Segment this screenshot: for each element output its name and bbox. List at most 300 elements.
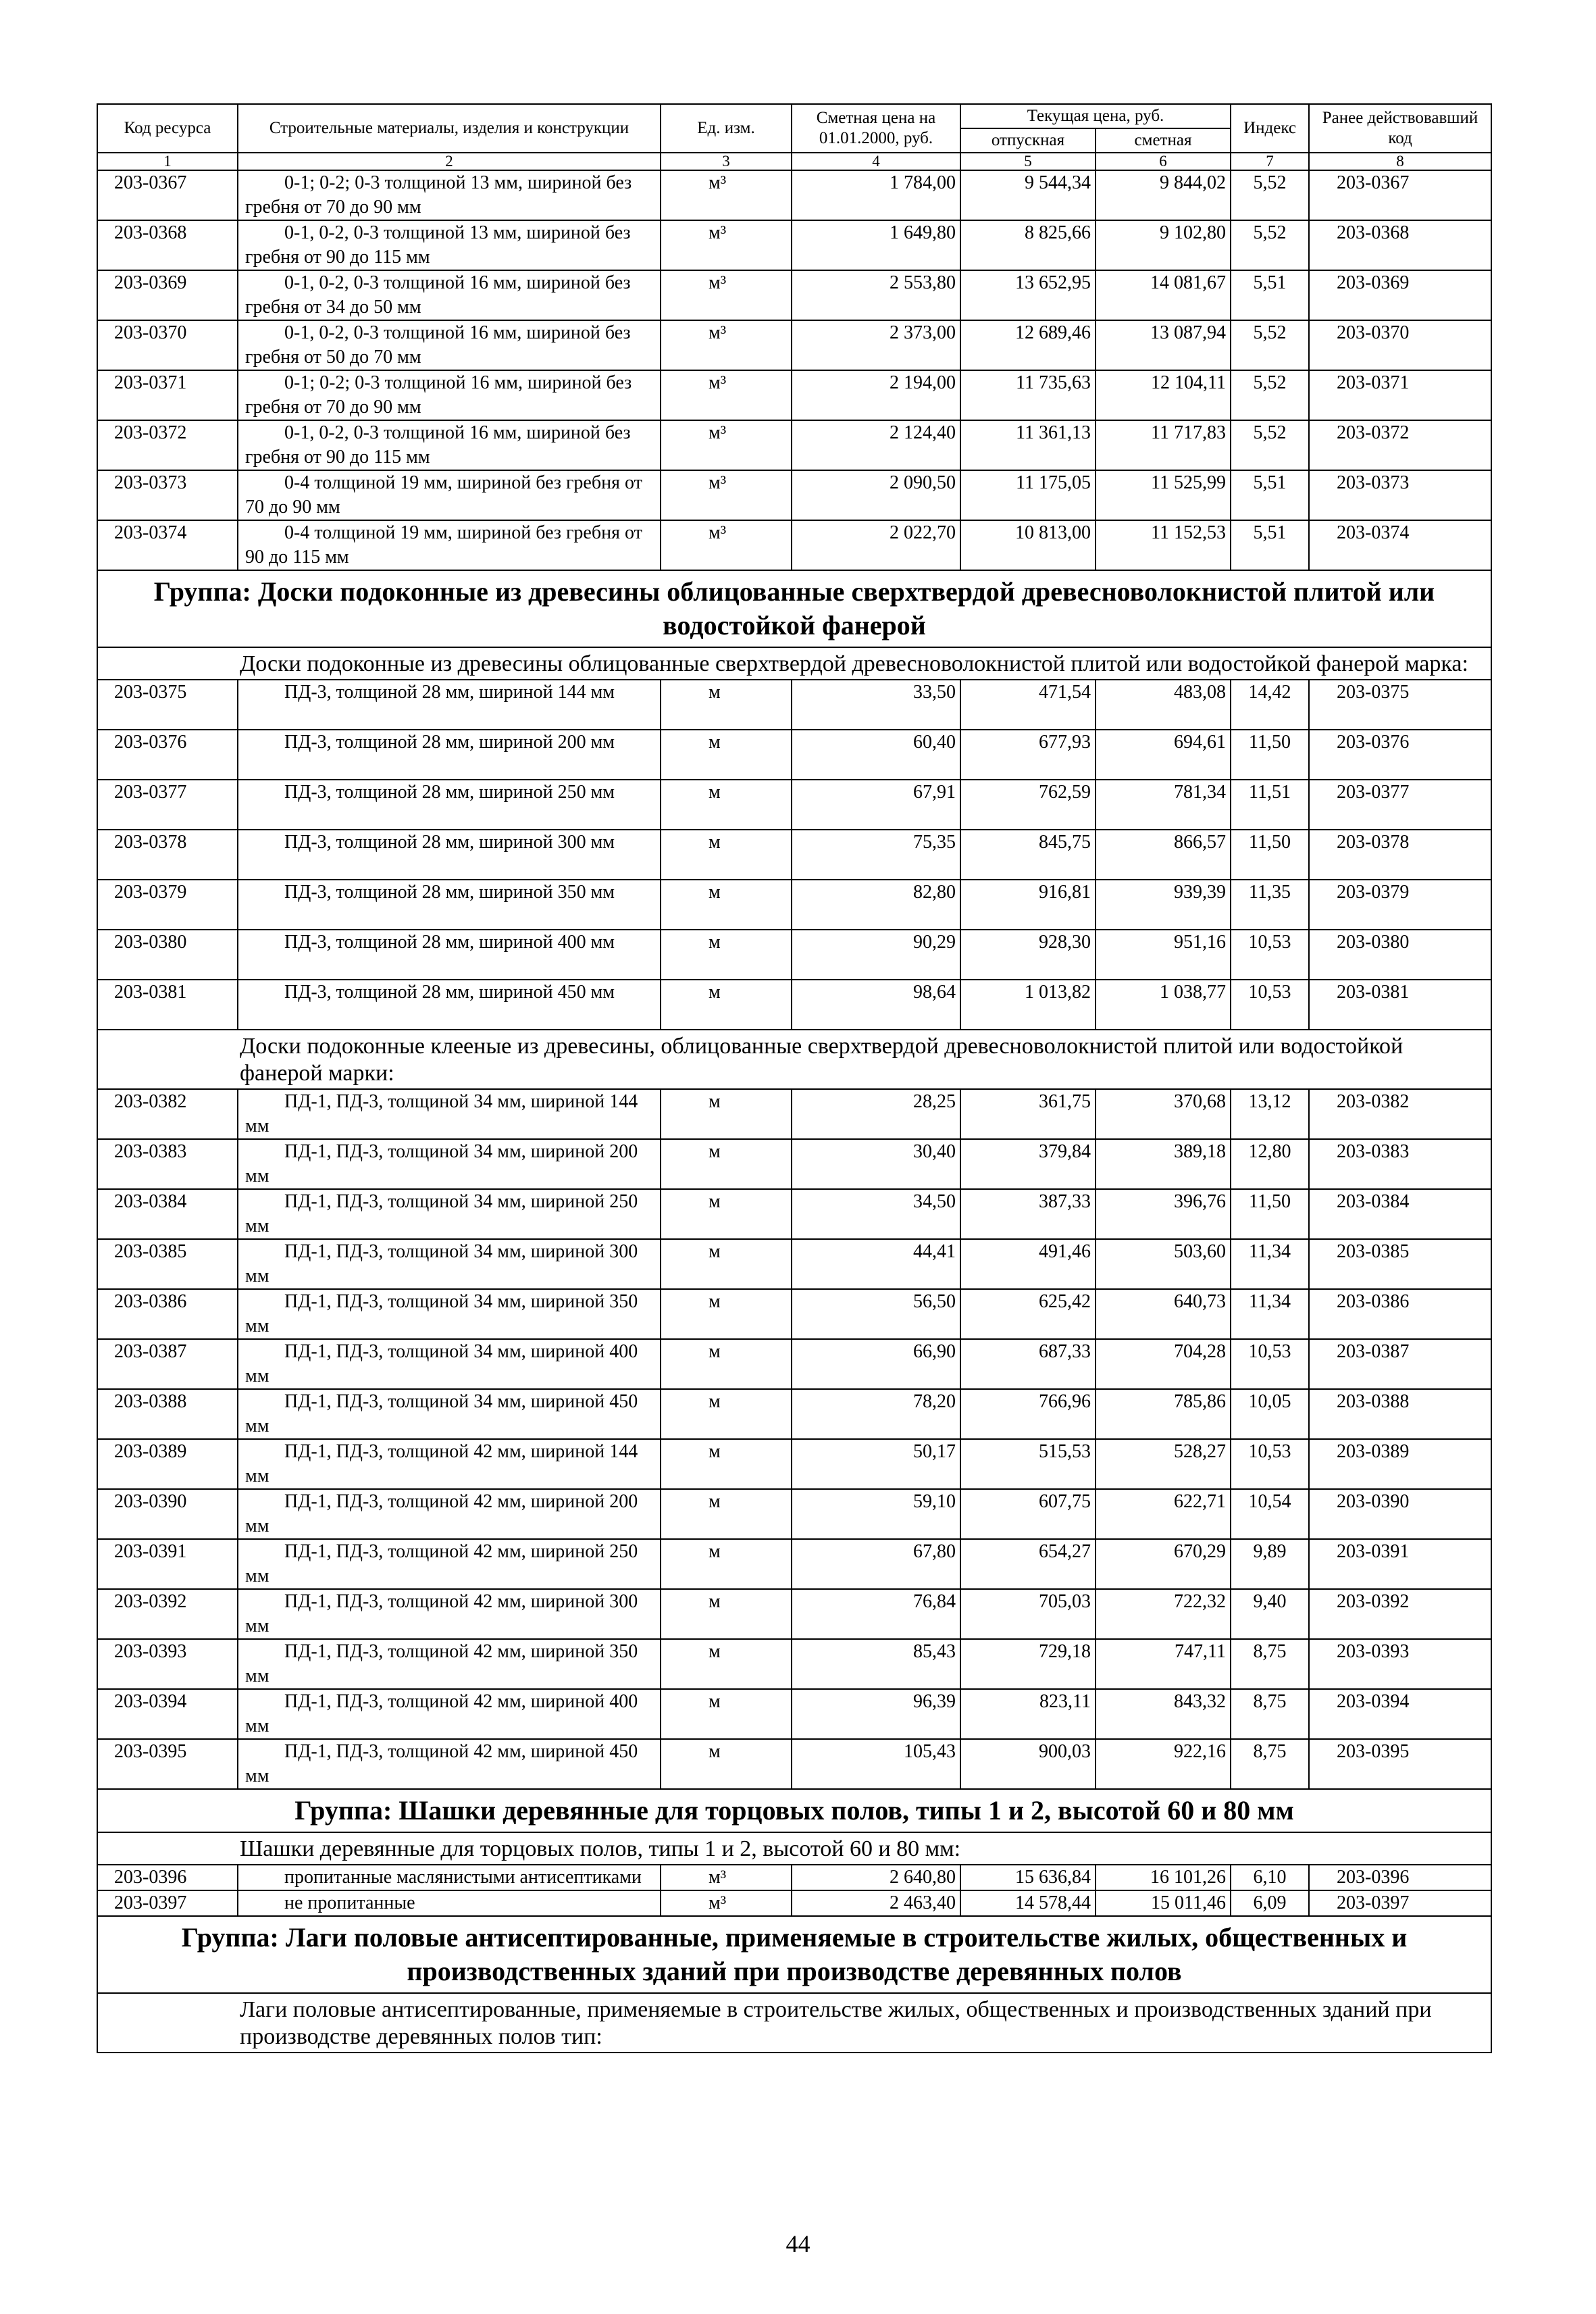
table-row xyxy=(97,270,1491,320)
resource-code-cell: 203-0395 xyxy=(97,1739,238,1789)
previous-code-cell: 203-0381 xyxy=(1309,980,1491,1030)
header-release-price: отпускная xyxy=(960,128,1096,153)
estimate-price-cell: 9 102,80 xyxy=(1096,220,1231,270)
column-number: 1 xyxy=(97,153,238,170)
material-name-cell: 0-1, 0-2, 0-3 толщиной 13 мм, шириной без гребня от 90 до 115 мм xyxy=(238,220,661,270)
index-cell: 11,50 xyxy=(1231,830,1309,880)
resource-code-cell: 203-0383 xyxy=(97,1139,238,1189)
table-row xyxy=(97,320,1491,370)
estimate-price-cell: 939,39 xyxy=(1096,880,1231,930)
table-row xyxy=(97,1239,1491,1289)
previous-code-cell: 203-0379 xyxy=(1309,880,1491,930)
previous-code-cell: 203-0370 xyxy=(1309,320,1491,370)
group-title-row xyxy=(97,1916,1491,1993)
resource-code-cell: 203-0396 xyxy=(97,1865,238,1890)
index-cell: 6,10 xyxy=(1231,1865,1309,1890)
group-title-row xyxy=(97,570,1491,647)
previous-code-cell: 203-0369 xyxy=(1309,270,1491,320)
release-price-cell: 766,96 xyxy=(960,1389,1096,1439)
column-number: 2 xyxy=(238,153,661,170)
resource-code-cell: 203-0393 xyxy=(97,1639,238,1689)
subgroup-title-row xyxy=(97,1832,1491,1865)
unit-cell: м³ xyxy=(661,270,792,320)
release-price-cell: 900,03 xyxy=(960,1739,1096,1789)
base-price-cell: 67,91 xyxy=(792,780,960,830)
header-index: Индекс xyxy=(1231,104,1309,153)
resource-code-cell: 203-0386 xyxy=(97,1289,238,1339)
index-cell: 6,09 xyxy=(1231,1890,1309,1916)
index-cell: 11,34 xyxy=(1231,1239,1309,1289)
resource-code-cell: 203-0369 xyxy=(97,270,238,320)
material-name-cell: ПД-1, ПД-3, толщиной 42 мм, шириной 450 мм xyxy=(238,1739,661,1789)
base-price-cell: 30,40 xyxy=(792,1139,960,1189)
table-row xyxy=(97,1289,1491,1339)
table-row xyxy=(97,730,1491,780)
estimate-price-cell: 951,16 xyxy=(1096,930,1231,980)
index-cell: 5,52 xyxy=(1231,320,1309,370)
resource-code-cell: 203-0378 xyxy=(97,830,238,880)
table-row xyxy=(97,1189,1491,1239)
release-price-cell: 705,03 xyxy=(960,1589,1096,1639)
estimate-price-cell: 12 104,11 xyxy=(1096,370,1231,420)
base-price-cell: 2 124,40 xyxy=(792,420,960,470)
table-row xyxy=(97,420,1491,470)
material-name-cell: не пропитанные xyxy=(238,1890,661,1916)
unit-cell: м xyxy=(661,1239,792,1289)
material-name-cell: 0-1, 0-2, 0-3 толщиной 16 мм, шириной без гребня от 90 до 115 мм xyxy=(238,420,661,470)
resource-code-cell: 203-0376 xyxy=(97,730,238,780)
previous-code-cell: 203-0387 xyxy=(1309,1339,1491,1389)
base-price-cell: 1 784,00 xyxy=(792,170,960,220)
header-base-price: Сметная цена на 01.01.2000, руб. xyxy=(792,104,960,153)
unit-cell: м xyxy=(661,730,792,780)
material-name-cell: ПД-1, ПД-3, толщиной 42 мм, шириной 200 мм xyxy=(238,1489,661,1539)
index-cell: 5,52 xyxy=(1231,420,1309,470)
resource-code-cell: 203-0384 xyxy=(97,1189,238,1239)
material-name-cell: ПД-1, ПД-3, толщиной 34 мм, шириной 400 мм xyxy=(238,1339,661,1389)
release-price-cell: 654,27 xyxy=(960,1539,1096,1589)
index-cell: 14,42 xyxy=(1231,680,1309,730)
release-price-cell: 11 175,05 xyxy=(960,470,1096,520)
base-price-cell: 105,43 xyxy=(792,1739,960,1789)
resource-code-cell: 203-0390 xyxy=(97,1489,238,1539)
release-price-cell: 625,42 xyxy=(960,1289,1096,1339)
release-price-cell: 471,54 xyxy=(960,680,1096,730)
release-price-cell: 845,75 xyxy=(960,830,1096,880)
unit-cell: м³ xyxy=(661,370,792,420)
resource-code-cell: 203-0372 xyxy=(97,420,238,470)
previous-code-cell: 203-0374 xyxy=(1309,520,1491,570)
resource-code-cell: 203-0397 xyxy=(97,1890,238,1916)
base-price-cell: 67,80 xyxy=(792,1539,960,1589)
material-name-cell: ПД-1, ПД-3, толщиной 34 мм, шириной 200 мм xyxy=(238,1139,661,1189)
previous-code-cell: 203-0385 xyxy=(1309,1239,1491,1289)
previous-code-cell: 203-0384 xyxy=(1309,1189,1491,1239)
base-price-cell: 59,10 xyxy=(792,1489,960,1539)
material-name-cell: ПД-3, толщиной 28 мм, шириной 300 мм xyxy=(238,830,661,880)
previous-code-cell: 203-0386 xyxy=(1309,1289,1491,1339)
estimate-price-cell: 389,18 xyxy=(1096,1139,1231,1189)
index-cell: 10,05 xyxy=(1231,1389,1309,1439)
subgroup-title: Доски подоконные клееные из древесины, облицованные сверхтвердой древесноволокнистой плитой или водостойкой фанерой марки: xyxy=(97,1030,1491,1089)
page-number: 44 xyxy=(786,2230,810,2257)
table-row xyxy=(97,780,1491,830)
estimate-price-cell: 922,16 xyxy=(1096,1739,1231,1789)
estimate-price-cell: 785,86 xyxy=(1096,1389,1231,1439)
release-price-cell: 677,93 xyxy=(960,730,1096,780)
release-price-cell: 916,81 xyxy=(960,880,1096,930)
index-cell: 9,40 xyxy=(1231,1589,1309,1639)
table-row xyxy=(97,520,1491,570)
previous-code-cell: 203-0388 xyxy=(1309,1389,1491,1439)
release-price-cell: 607,75 xyxy=(960,1489,1096,1539)
previous-code-cell: 203-0392 xyxy=(1309,1589,1491,1639)
header-current-price: Текущая цена, руб. xyxy=(960,104,1231,128)
base-price-cell: 50,17 xyxy=(792,1439,960,1489)
material-name-cell: 0-4 толщиной 19 мм, шириной без гребня от 70 до 90 мм xyxy=(238,470,661,520)
previous-code-cell: 203-0371 xyxy=(1309,370,1491,420)
unit-cell: м xyxy=(661,1689,792,1739)
release-price-cell: 379,84 xyxy=(960,1139,1096,1189)
price-table xyxy=(97,103,1492,2053)
estimate-price-cell: 1 038,77 xyxy=(1096,980,1231,1030)
group-title: Группа: Лаги половые антисептированные, применяемые в строительстве жилых, общественных и производственных зданий при производстве деревянных полов xyxy=(97,1916,1491,1993)
column-number: 4 xyxy=(792,153,960,170)
base-price-cell: 33,50 xyxy=(792,680,960,730)
release-price-cell: 387,33 xyxy=(960,1189,1096,1239)
header-estimate-price: сметная xyxy=(1096,128,1231,153)
material-name-cell: ПД-1, ПД-3, толщиной 34 мм, шириной 300 мм xyxy=(238,1239,661,1289)
header-previous-code: Ранее действовавший код xyxy=(1309,104,1491,153)
material-name-cell: 0-1, 0-2, 0-3 толщиной 16 мм, шириной без гребня от 50 до 70 мм xyxy=(238,320,661,370)
unit-cell: м³ xyxy=(661,470,792,520)
base-price-cell: 2 373,00 xyxy=(792,320,960,370)
material-name-cell: ПД-1, ПД-3, толщиной 34 мм, шириной 144 мм xyxy=(238,1089,661,1139)
unit-cell: м³ xyxy=(661,320,792,370)
estimate-price-cell: 483,08 xyxy=(1096,680,1231,730)
subgroup-title: Лаги половые антисептированные, применяемые в строительстве жилых, общественных и производственных зданий при производстве деревянных полов тип: xyxy=(97,1993,1491,2053)
estimate-price-cell: 15 011,46 xyxy=(1096,1890,1231,1916)
unit-cell: м³ xyxy=(661,1865,792,1890)
base-price-cell: 34,50 xyxy=(792,1189,960,1239)
unit-cell: м xyxy=(661,1439,792,1489)
index-cell: 11,35 xyxy=(1231,880,1309,930)
estimate-price-cell: 16 101,26 xyxy=(1096,1865,1231,1890)
release-price-cell: 928,30 xyxy=(960,930,1096,980)
table-row xyxy=(97,1389,1491,1439)
estimate-price-cell: 640,73 xyxy=(1096,1289,1231,1339)
material-name-cell: ПД-1, ПД-3, толщиной 42 мм, шириной 250 мм xyxy=(238,1539,661,1589)
material-name-cell: ПД-3, толщиной 28 мм, шириной 400 мм xyxy=(238,930,661,980)
unit-cell: м xyxy=(661,1289,792,1339)
material-name-cell: ПД-3, толщиной 28 мм, шириной 144 мм xyxy=(238,680,661,730)
column-number: 7 xyxy=(1231,153,1309,170)
resource-code-cell: 203-0374 xyxy=(97,520,238,570)
index-cell: 8,75 xyxy=(1231,1689,1309,1739)
previous-code-cell: 203-0372 xyxy=(1309,420,1491,470)
release-price-cell: 687,33 xyxy=(960,1339,1096,1389)
table-row xyxy=(97,930,1491,980)
resource-code-cell: 203-0370 xyxy=(97,320,238,370)
table-row xyxy=(97,370,1491,420)
table-row xyxy=(97,1589,1491,1639)
table-row xyxy=(97,1739,1491,1789)
resource-code-cell: 203-0385 xyxy=(97,1239,238,1289)
table-row xyxy=(97,1489,1491,1539)
previous-code-cell: 203-0380 xyxy=(1309,930,1491,980)
previous-code-cell: 203-0378 xyxy=(1309,830,1491,880)
resource-code-cell: 203-0373 xyxy=(97,470,238,520)
index-cell: 5,51 xyxy=(1231,520,1309,570)
estimate-price-cell: 670,29 xyxy=(1096,1539,1231,1589)
index-cell: 5,52 xyxy=(1231,170,1309,220)
column-number: 3 xyxy=(661,153,792,170)
table-row xyxy=(97,1089,1491,1139)
release-price-cell: 12 689,46 xyxy=(960,320,1096,370)
resource-code-cell: 203-0377 xyxy=(97,780,238,830)
base-price-cell: 60,40 xyxy=(792,730,960,780)
base-price-cell: 75,35 xyxy=(792,830,960,880)
material-name-cell: ПД-1, ПД-3, толщиной 34 мм, шириной 350 мм xyxy=(238,1289,661,1339)
table-row xyxy=(97,680,1491,730)
material-name-cell: ПД-3, толщиной 28 мм, шириной 250 мм xyxy=(238,780,661,830)
previous-code-cell: 203-0394 xyxy=(1309,1689,1491,1739)
resource-code-cell: 203-0394 xyxy=(97,1689,238,1739)
base-price-cell: 82,80 xyxy=(792,880,960,930)
index-cell: 11,34 xyxy=(1231,1289,1309,1339)
material-name-cell: ПД-1, ПД-3, толщиной 34 мм, шириной 450 мм xyxy=(238,1389,661,1439)
resource-code-cell: 203-0387 xyxy=(97,1339,238,1389)
index-cell: 8,75 xyxy=(1231,1639,1309,1689)
material-name-cell: ПД-1, ПД-3, толщиной 34 мм, шириной 250 мм xyxy=(238,1189,661,1239)
table-row xyxy=(97,220,1491,270)
estimate-price-cell: 13 087,94 xyxy=(1096,320,1231,370)
subgroup-title: Шашки деревянные для торцовых полов, типы 1 и 2, высотой 60 и 80 мм: xyxy=(97,1832,1491,1865)
unit-cell: м xyxy=(661,680,792,730)
column-number: 6 xyxy=(1096,153,1231,170)
resource-code-cell: 203-0389 xyxy=(97,1439,238,1489)
table-row xyxy=(97,1339,1491,1389)
estimate-price-cell: 704,28 xyxy=(1096,1339,1231,1389)
index-cell: 10,53 xyxy=(1231,930,1309,980)
index-cell: 8,75 xyxy=(1231,1739,1309,1789)
material-name-cell: ПД-3, толщиной 28 мм, шириной 200 мм xyxy=(238,730,661,780)
release-price-cell: 11 735,63 xyxy=(960,370,1096,420)
base-price-cell: 78,20 xyxy=(792,1389,960,1439)
release-price-cell: 823,11 xyxy=(960,1689,1096,1739)
index-cell: 11,50 xyxy=(1231,730,1309,780)
index-cell: 5,52 xyxy=(1231,220,1309,270)
index-cell: 10,53 xyxy=(1231,1339,1309,1389)
unit-cell: м xyxy=(661,1089,792,1139)
resource-code-cell: 203-0380 xyxy=(97,930,238,980)
unit-cell: м xyxy=(661,780,792,830)
base-price-cell: 98,64 xyxy=(792,980,960,1030)
header-unit: Ед. изм. xyxy=(661,104,792,153)
resource-code-cell: 203-0371 xyxy=(97,370,238,420)
estimate-price-cell: 11 525,99 xyxy=(1096,470,1231,520)
base-price-cell: 66,90 xyxy=(792,1339,960,1389)
base-price-cell: 2 463,40 xyxy=(792,1890,960,1916)
table-row xyxy=(97,1439,1491,1489)
unit-cell: м xyxy=(661,1489,792,1539)
resource-code-cell: 203-0368 xyxy=(97,220,238,270)
table-row xyxy=(97,170,1491,220)
resource-code-cell: 203-0379 xyxy=(97,880,238,930)
estimate-price-cell: 11 152,53 xyxy=(1096,520,1231,570)
unit-cell: м xyxy=(661,1639,792,1689)
group-title: Группа: Доски подоконные из древесины облицованные сверхтвердой древесноволокнистой плитой или водостойкой фанерой xyxy=(97,570,1491,647)
index-cell: 12,80 xyxy=(1231,1139,1309,1189)
release-price-cell: 1 013,82 xyxy=(960,980,1096,1030)
base-price-cell: 44,41 xyxy=(792,1239,960,1289)
resource-code-cell: 203-0367 xyxy=(97,170,238,220)
unit-cell: м xyxy=(661,980,792,1030)
table-header-row-top xyxy=(97,104,1491,128)
previous-code-cell: 203-0373 xyxy=(1309,470,1491,520)
base-price-cell: 2 090,50 xyxy=(792,470,960,520)
estimate-price-cell: 843,32 xyxy=(1096,1689,1231,1739)
resource-code-cell: 203-0375 xyxy=(97,680,238,730)
previous-code-cell: 203-0389 xyxy=(1309,1439,1491,1489)
base-price-cell: 2 194,00 xyxy=(792,370,960,420)
table-row xyxy=(97,1539,1491,1589)
base-price-cell: 2 553,80 xyxy=(792,270,960,320)
previous-code-cell: 203-0396 xyxy=(1309,1865,1491,1890)
estimate-price-cell: 781,34 xyxy=(1096,780,1231,830)
index-cell: 11,50 xyxy=(1231,1189,1309,1239)
subgroup-title-row xyxy=(97,1993,1491,2053)
index-cell: 5,52 xyxy=(1231,370,1309,420)
header-resource-code: Код ресурса xyxy=(97,104,238,153)
header-materials: Строительные материалы, изделия и конструкции xyxy=(238,104,661,153)
unit-cell: м³ xyxy=(661,520,792,570)
estimate-price-cell: 11 717,83 xyxy=(1096,420,1231,470)
index-cell: 10,53 xyxy=(1231,1439,1309,1489)
resource-code-cell: 203-0388 xyxy=(97,1389,238,1439)
column-number: 5 xyxy=(960,153,1096,170)
unit-cell: м³ xyxy=(661,220,792,270)
base-price-cell: 1 649,80 xyxy=(792,220,960,270)
release-price-cell: 8 825,66 xyxy=(960,220,1096,270)
base-price-cell: 76,84 xyxy=(792,1589,960,1639)
group-title: Группа: Шашки деревянные для торцовых полов, типы 1 и 2, высотой 60 и 80 мм xyxy=(97,1789,1491,1832)
material-name-cell: ПД-1, ПД-3, толщиной 42 мм, шириной 400 мм xyxy=(238,1689,661,1739)
release-price-cell: 361,75 xyxy=(960,1089,1096,1139)
unit-cell: м³ xyxy=(661,420,792,470)
material-name-cell: ПД-1, ПД-3, толщиной 42 мм, шириной 144 мм xyxy=(238,1439,661,1489)
resource-code-cell: 203-0381 xyxy=(97,980,238,1030)
material-name-cell: ПД-3, толщиной 28 мм, шириной 450 мм xyxy=(238,980,661,1030)
table-row xyxy=(97,880,1491,930)
index-cell: 10,54 xyxy=(1231,1489,1309,1539)
resource-code-cell: 203-0392 xyxy=(97,1589,238,1639)
column-number: 8 xyxy=(1309,153,1491,170)
subgroup-title: Доски подоконные из древесины облицованные сверхтвердой древесноволокнистой плитой или водостойкой фанерой марка: xyxy=(97,647,1491,680)
material-name-cell: 0-1; 0-2; 0-3 толщиной 13 мм, шириной без гребня от 70 до 90 мм xyxy=(238,170,661,220)
unit-cell: м xyxy=(661,1589,792,1639)
unit-cell: м xyxy=(661,880,792,930)
previous-code-cell: 203-0391 xyxy=(1309,1539,1491,1589)
base-price-cell: 85,43 xyxy=(792,1639,960,1689)
unit-cell: м³ xyxy=(661,1890,792,1916)
previous-code-cell: 203-0397 xyxy=(1309,1890,1491,1916)
resource-code-cell: 203-0382 xyxy=(97,1089,238,1139)
index-cell: 10,53 xyxy=(1231,980,1309,1030)
unit-cell: м xyxy=(661,830,792,880)
material-name-cell: 0-1, 0-2, 0-3 толщиной 16 мм, шириной без гребня от 34 до 50 мм xyxy=(238,270,661,320)
table-row xyxy=(97,1890,1491,1916)
resource-code-cell: 203-0391 xyxy=(97,1539,238,1589)
previous-code-cell: 203-0367 xyxy=(1309,170,1491,220)
price-table-body xyxy=(97,104,1491,2053)
table-row xyxy=(97,830,1491,880)
estimate-price-cell: 622,71 xyxy=(1096,1489,1231,1539)
table-row xyxy=(97,1865,1491,1890)
base-price-cell: 56,50 xyxy=(792,1289,960,1339)
unit-cell: м xyxy=(661,1139,792,1189)
unit-cell: м³ xyxy=(661,170,792,220)
estimate-price-cell: 722,32 xyxy=(1096,1589,1231,1639)
previous-code-cell: 203-0376 xyxy=(1309,730,1491,780)
release-price-cell: 9 544,34 xyxy=(960,170,1096,220)
estimate-price-cell: 503,60 xyxy=(1096,1239,1231,1289)
table-row xyxy=(97,1639,1491,1689)
index-cell: 11,51 xyxy=(1231,780,1309,830)
table-row xyxy=(97,1139,1491,1189)
column-number-row xyxy=(97,153,1491,170)
unit-cell: м xyxy=(661,1539,792,1589)
base-price-cell: 2 022,70 xyxy=(792,520,960,570)
base-price-cell: 28,25 xyxy=(792,1089,960,1139)
index-cell: 13,12 xyxy=(1231,1089,1309,1139)
estimate-price-cell: 866,57 xyxy=(1096,830,1231,880)
estimate-price-cell: 14 081,67 xyxy=(1096,270,1231,320)
estimate-price-cell: 528,27 xyxy=(1096,1439,1231,1489)
group-title-row xyxy=(97,1789,1491,1832)
material-name-cell: пропитанные маслянистыми антисептиками xyxy=(238,1865,661,1890)
unit-cell: м xyxy=(661,930,792,980)
release-price-cell: 491,46 xyxy=(960,1239,1096,1289)
estimate-price-cell: 747,11 xyxy=(1096,1639,1231,1689)
base-price-cell: 90,29 xyxy=(792,930,960,980)
release-price-cell: 515,53 xyxy=(960,1439,1096,1489)
release-price-cell: 14 578,44 xyxy=(960,1890,1096,1916)
unit-cell: м xyxy=(661,1189,792,1239)
base-price-cell: 2 640,80 xyxy=(792,1865,960,1890)
previous-code-cell: 203-0383 xyxy=(1309,1139,1491,1189)
material-name-cell: ПД-1, ПД-3, толщиной 42 мм, шириной 350 мм xyxy=(238,1639,661,1689)
unit-cell: м xyxy=(661,1739,792,1789)
previous-code-cell: 203-0395 xyxy=(1309,1739,1491,1789)
material-name-cell: ПД-1, ПД-3, толщиной 42 мм, шириной 300 мм xyxy=(238,1589,661,1639)
release-price-cell: 729,18 xyxy=(960,1639,1096,1689)
material-name-cell: 0-1; 0-2; 0-3 толщиной 16 мм, шириной без гребня от 70 до 90 мм xyxy=(238,370,661,420)
table-row xyxy=(97,470,1491,520)
table-row xyxy=(97,980,1491,1030)
previous-code-cell: 203-0368 xyxy=(1309,220,1491,270)
index-cell: 5,51 xyxy=(1231,270,1309,320)
index-cell: 9,89 xyxy=(1231,1539,1309,1589)
unit-cell: м xyxy=(661,1339,792,1389)
subgroup-title-row xyxy=(97,647,1491,680)
previous-code-cell: 203-0375 xyxy=(1309,680,1491,730)
unit-cell: м xyxy=(661,1389,792,1439)
release-price-cell: 11 361,13 xyxy=(960,420,1096,470)
estimate-price-cell: 9 844,02 xyxy=(1096,170,1231,220)
release-price-cell: 15 636,84 xyxy=(960,1865,1096,1890)
estimate-price-cell: 396,76 xyxy=(1096,1189,1231,1239)
